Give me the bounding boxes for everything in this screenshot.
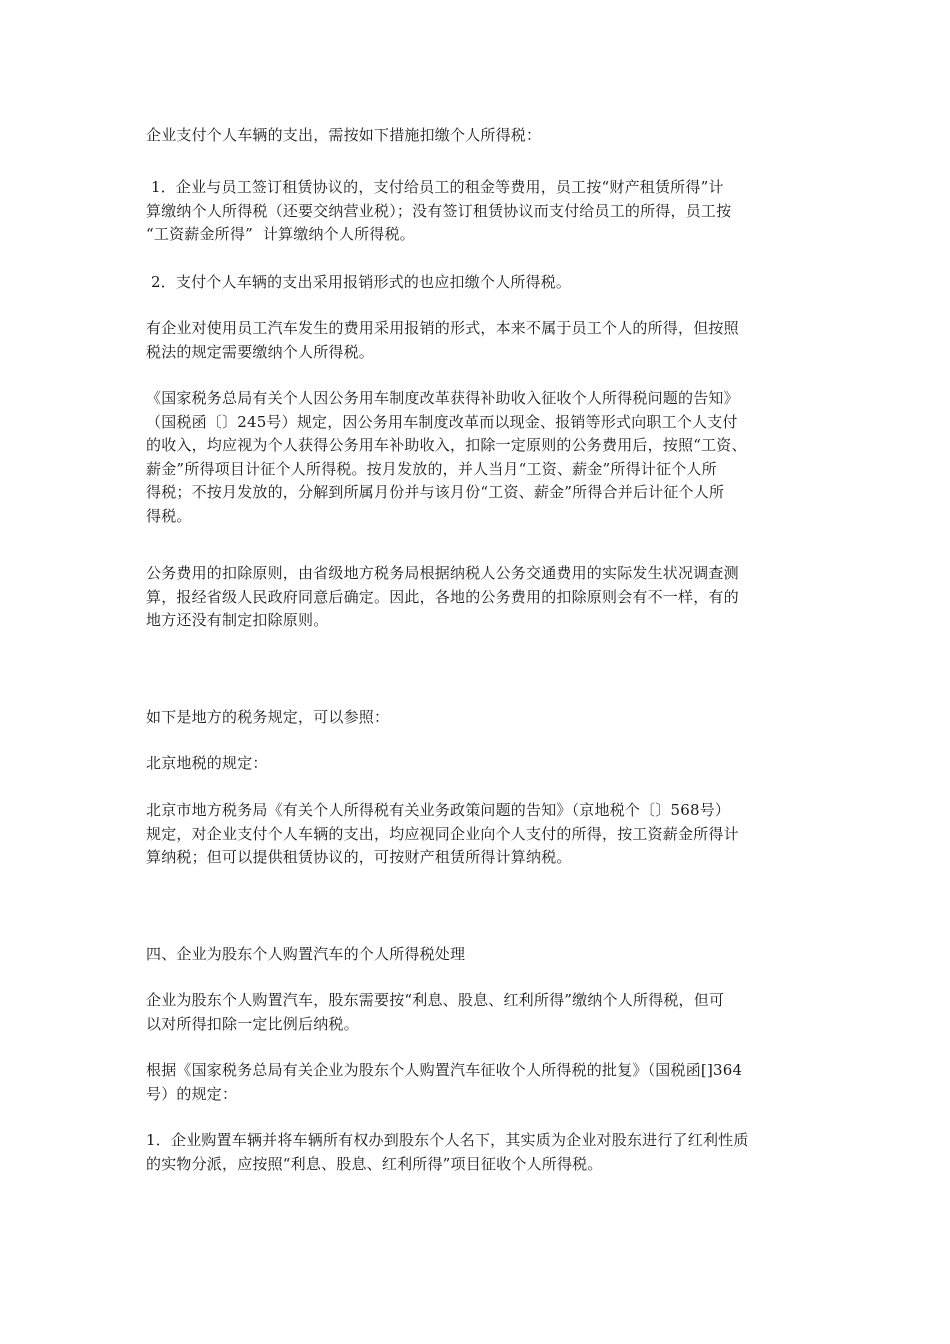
- text-line: 地方还没有制定扣除原则。: [146, 611, 329, 629]
- beijing-heading: [146, 752, 806, 776]
- text-line: 算纳税；但可以提供租赁协议的，可按财产租赁所得计算纳税。: [146, 848, 572, 866]
- shareholder-car-paragraph: [146, 989, 806, 1036]
- text-line: 以对所得扣除一定比例后纳税。: [146, 1014, 359, 1033]
- text-line: 算缴纳个人所得税（还要交纳营业税）；没有签订租赁协议而支付给员工的所得，员工按: [146, 201, 732, 220]
- text-line: 得税。: [146, 506, 192, 525]
- text-line: 规定，对企业支付个人车辆的支出，均应视同企业向个人支付的所得，按工资薪金所得计: [146, 824, 739, 843]
- text-line: 1．企业购置车辆并将车辆所有权办到股东个人名下，其实质为企业对股东进行了红利性质: [146, 1131, 749, 1149]
- text-line: 北京市地方税务局《有关个人所得税有关业务政策问题的告知》（京地税个〔〕568号）: [146, 801, 731, 819]
- text-line: 四、企业为股东个人购置汽车的个人所得税处理: [146, 945, 466, 963]
- notice-364-paragraph: [146, 1059, 806, 1106]
- notice-245-paragraph: [146, 387, 806, 528]
- text-line: 1．企业与员工签订租赁协议的，支付给员工的租金等费用，员工按“财产租赁所得”计: [146, 178, 724, 196]
- reimbursement-paragraph: [146, 317, 806, 364]
- text-line: “工资薪金所得” 计算缴纳个人所得税。: [146, 225, 415, 243]
- item-2-paragraph: [146, 271, 806, 295]
- deduction-principle-paragraph: [146, 562, 806, 633]
- local-rules-intro: [146, 706, 806, 730]
- item-1-paragraph: [146, 176, 806, 247]
- text-line: 《国家税务总局有关个人因公务用车制度改革获得补助收入征收个人所得税问题的告知》: [146, 389, 739, 407]
- text-line: 的实物分派，应按照“利息、股息、红利所得”项目征收个人所得税。: [146, 1154, 603, 1173]
- intro-paragraph: [146, 124, 806, 148]
- text-line: （国税函〔〕245号）规定，因公务用车制度改革而以现金、报销等形式向职工个人支付: [146, 412, 738, 431]
- text-line: 薪金”所得项目计征个人所得税。按月发放的，并人当月“工资、薪金”所得计征个人所: [146, 459, 717, 478]
- beijing-notice-paragraph: [146, 799, 806, 870]
- text-line: 企业支付个人车辆的支出，需按如下措施扣缴个人所得税：: [146, 126, 542, 144]
- text-line: 北京地税的规定：: [146, 754, 268, 772]
- shareholder-item-1-paragraph: [146, 1129, 806, 1176]
- text-line: 得税；不按月发放的，分解到所属月份并与该月份“工资、薪金”所得合并后计征个人所: [146, 483, 725, 501]
- text-line: 如下是地方的税务规定，可以参照：: [146, 708, 390, 726]
- text-line: 2．支付个人车辆的支出采用报销形式的也应扣缴个人所得税。: [146, 273, 572, 291]
- section-4-heading: [146, 943, 806, 967]
- text-line: 公务费用的扣除原则，由省级地方税务局根据纳税人公务交通费用的实际发生状况调查测: [146, 564, 739, 582]
- text-line: 算，报经省级人民政府同意后确定。因此，各地的公务费用的扣除原则会有不一样，有的: [146, 587, 739, 606]
- text-line: 的收入，均应视为个人获得公务用车补助收入，扣除一定原则的公务费用后，按照“工资、: [146, 436, 747, 454]
- text-line: 有企业对使用员工汽车发生的费用采用报销的形式，本来不属于员工个人的所得，但按照: [146, 319, 739, 337]
- text-line: 号）的规定：: [146, 1084, 238, 1103]
- text-line: 企业为股东个人购置汽车，股东需要按“利息、股息、红利所得”缴纳个人所得税，但可: [146, 991, 725, 1009]
- text-line: 税法的规定需要缴纳个人所得税。: [146, 342, 375, 361]
- text-line: 根据《国家税务总局有关企业为股东个人购置汽车征收个人所得税的批复》（国税函[]364: [146, 1061, 743, 1079]
